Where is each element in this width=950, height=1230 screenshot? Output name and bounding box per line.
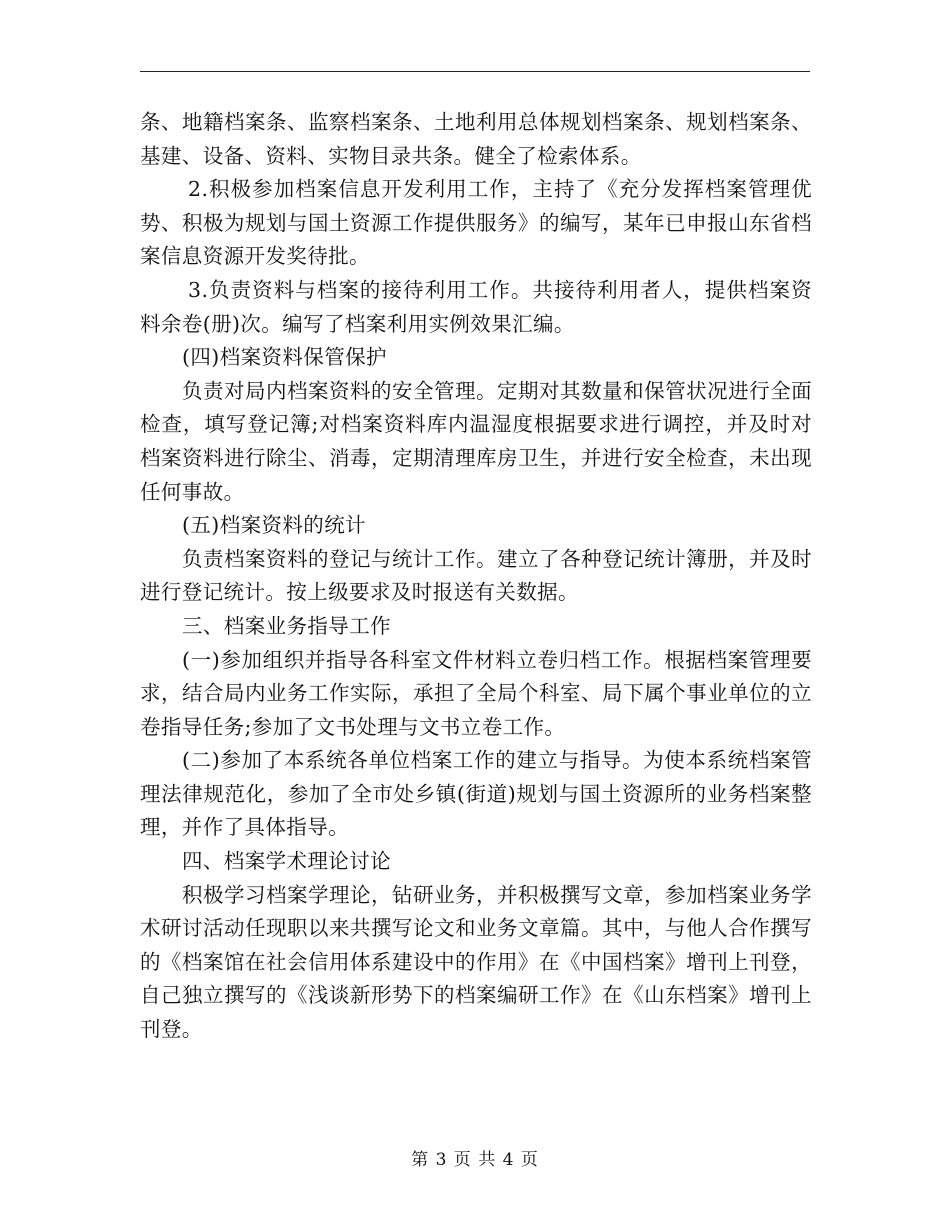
section-heading-4: (四)档案资料保管保护	[182, 345, 387, 370]
paragraph-10: (二)参加了本系统各单位档案工作的建立与指导。为使本系统档案管理法律规范化，参加了全市处乡镇(街道)规划与国土资源所的业务档案整理，并作了具体指导。	[140, 748, 812, 840]
paragraph-9: (一)参加组织并指导各科室文件材料立卷归档工作。根据档案管理要求，结合局内业务工作实际，承担了全局个科室、局下属个事业单位的立卷指导任务;参加了文书处理与文书立卷工作。	[140, 647, 812, 739]
header-rule	[140, 71, 810, 72]
paragraph-5: 负责对局内档案资料的安全管理。定期对其数量和保管状况进行全面检查，填写登记簿;对档案资料库内温湿度根据要求进行调控，并及时对档案资料进行除尘、消毒，定期清理库房卫生，并进行安全检查，未出现任何事故。	[140, 378, 812, 504]
paragraph-12: 积极学习档案学理论，钻研业务，并积极撰写文章，参加档案业务学术研讨活动任现职以来共撰写论文和业务文章篇。其中，与他人合作撰写的《档案馆在社会信用体系建设中的作用》在《中国档案》增刊上刊登，自己独立撰写的《浅谈新形势下的档案编研工作》在《山东档案》增刊上刊登。	[140, 882, 812, 1042]
paragraph-3: 3.负责资料与档案的接待利用工作。共接待利用者人，提供档案资料余卷(册)次。编写了档案利用实例效果汇编。	[140, 277, 812, 336]
section-heading-5: (五)档案资料的统计	[182, 513, 366, 538]
paragraph-7: 负责档案资料的登记与统计工作。建立了各种登记统计簿册，并及时进行登记统计。按上级要求及时报送有关数据。	[140, 546, 812, 605]
section-heading-3: 三、档案业务指导工作	[182, 613, 391, 638]
paragraph-2: 2.积极参加档案信息开发利用工作，主持了《充分发挥档案管理优势、积极为规划与国土资源工作提供服务》的编写，某年已申报山东省档案信息资源开发奖待批。	[140, 177, 812, 269]
section-heading-4-academic: 四、档案学术理论讨论	[182, 849, 391, 874]
page-footer: 第 3 页 共 4 页	[411, 1150, 539, 1170]
paragraph-1: 条、地籍档案条、监察档案条、土地利用总体规划档案条、规划档案条、基建、设备、资料、实物目录共条。健全了检索体系。	[140, 110, 812, 168]
body-text	[140, 106, 812, 1047]
